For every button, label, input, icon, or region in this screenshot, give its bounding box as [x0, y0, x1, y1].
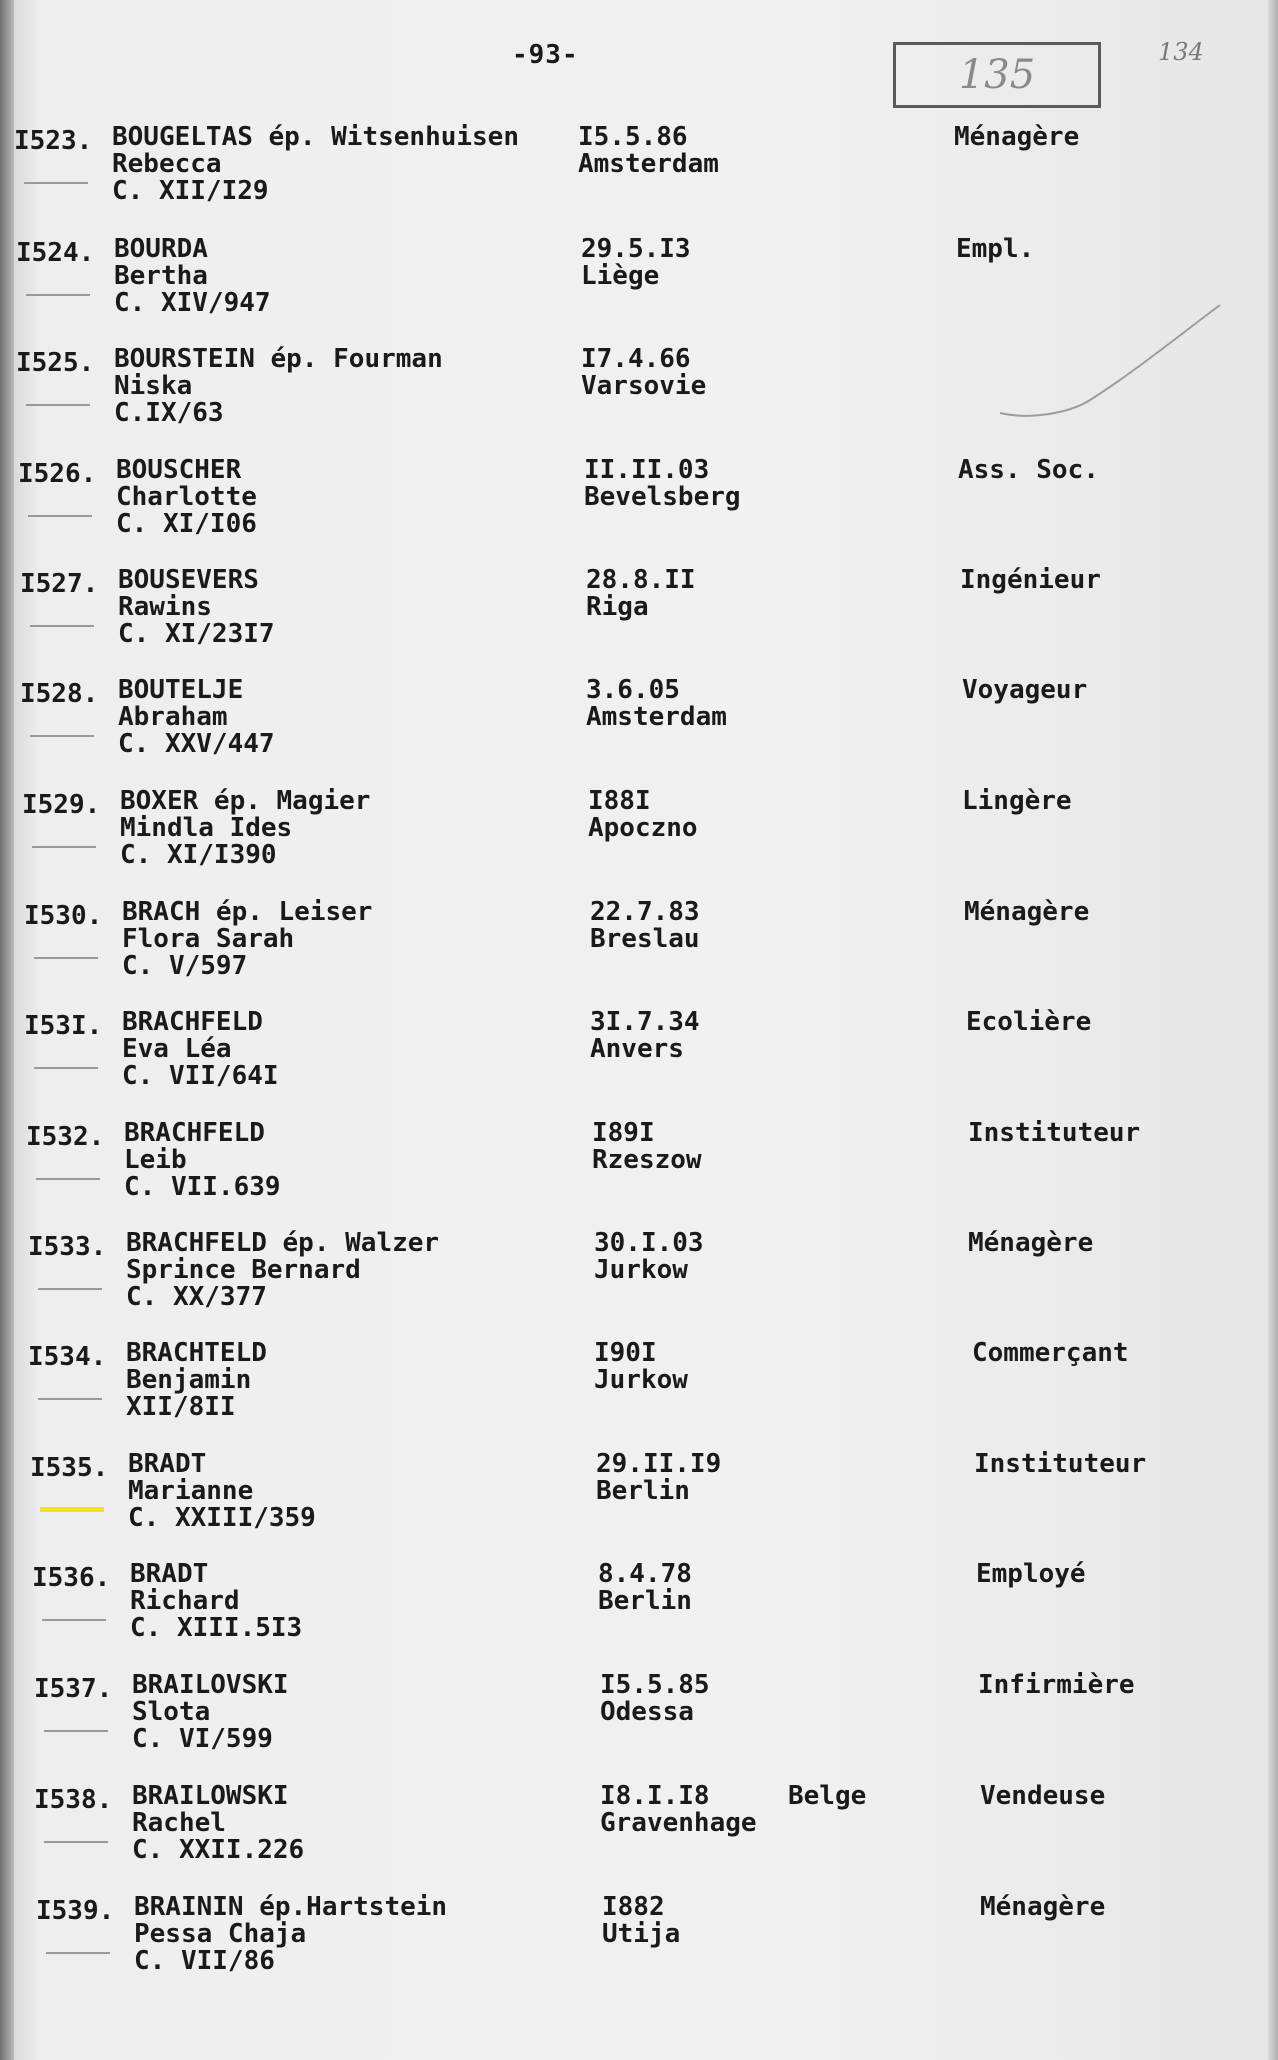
entry-reference: XII/8II	[126, 1392, 236, 1422]
entry-birth-column	[581, 346, 706, 400]
entry-name-column	[118, 567, 275, 648]
entry-reference: C. XXII.226	[132, 1835, 305, 1865]
entry-occupation: Ecolière	[966, 1007, 1092, 1037]
entry-birth-date: 3I.7.34	[590, 1007, 700, 1037]
entry-occupation: Instituteur	[974, 1449, 1147, 1479]
entry-birth-date: I90I	[594, 1338, 657, 1368]
entry-name-column	[124, 1120, 281, 1201]
entry-occupation: Ass. Soc.	[958, 455, 1099, 485]
entry-surname: BRADT	[130, 1559, 209, 1589]
list-item	[18, 457, 1258, 553]
entry-birth-date: 29.5.I3	[581, 234, 691, 264]
list-item	[14, 124, 1254, 220]
entry-occupation: Instituteur	[968, 1118, 1141, 1148]
entry-name-column	[128, 1451, 316, 1532]
entry-firstname: Eva Léa	[122, 1034, 232, 1064]
entry-firstname: Benjamin	[126, 1365, 252, 1395]
entry-name-column	[116, 457, 257, 538]
entry-reference: C. VII/86	[134, 1946, 275, 1976]
entry-number: I525.	[16, 348, 95, 378]
entry-number: I538.	[34, 1785, 113, 1815]
entry-number: I529.	[22, 790, 101, 820]
entry-birth-column	[596, 1451, 721, 1505]
entry-occupation: Ménagère	[968, 1228, 1094, 1258]
entry-birth-place: Rzeszow	[592, 1145, 702, 1175]
list-item	[16, 346, 1256, 442]
entry-surname: BRACHTELD	[126, 1338, 267, 1368]
entry-underline	[38, 1288, 102, 1290]
entry-reference: C. XXIII/359	[128, 1503, 316, 1533]
entry-surname: BRACHFELD ép. Walzer	[126, 1228, 440, 1258]
entry-birth-place: Jurkow	[594, 1255, 688, 1285]
entry-birth-place: Odessa	[600, 1697, 694, 1727]
stamp-number: 135	[958, 52, 1036, 98]
entry-birth-place: Apoczno	[588, 813, 698, 843]
entry-birth-date: 8.4.78	[598, 1559, 692, 1589]
entry-birth-place: Jurkow	[594, 1365, 688, 1395]
entry-reference: C. XI/23I7	[118, 619, 275, 649]
entry-reference: C. V/597	[122, 951, 248, 981]
entry-underline	[34, 957, 98, 959]
entry-birth-place: Berlin	[596, 1476, 690, 1506]
entry-birth-date: 28.8.II	[586, 565, 696, 595]
entry-birth-place: Anvers	[590, 1034, 684, 1064]
entry-birth-column	[581, 236, 691, 290]
entry-birth-date: I88I	[588, 786, 651, 816]
entry-birth-column	[588, 788, 698, 842]
entry-surname: BOUTELJE	[118, 675, 244, 705]
entry-name-column	[112, 124, 519, 205]
entry-number: I530.	[24, 901, 103, 931]
entry-reference: C. XII/I29	[112, 176, 269, 206]
entry-name-column	[130, 1561, 302, 1642]
entry-firstname: Niska	[114, 371, 193, 401]
entry-surname: BRADT	[128, 1449, 207, 1479]
entry-underline	[44, 1730, 108, 1732]
entry-birth-place: Riga	[586, 592, 649, 622]
entry-number: I526.	[18, 459, 97, 489]
entry-occupation: Infirmière	[978, 1670, 1135, 1700]
entry-number: I523.	[14, 126, 93, 156]
entry-name-column	[114, 346, 443, 427]
entry-surname: BOUSCHER	[116, 455, 242, 485]
entry-underline	[30, 625, 94, 627]
entry-occupation: Employé	[976, 1559, 1086, 1589]
entry-birth-column	[586, 677, 727, 731]
entry-surname: BOXER ép. Magier	[120, 786, 371, 816]
entry-firstname: Slota	[132, 1697, 211, 1727]
entry-birth-date: I5.5.85	[600, 1670, 710, 1700]
entry-surname: BRAININ ép.Hartstein	[134, 1892, 448, 1922]
entry-surname: BRACHFELD	[122, 1007, 263, 1037]
entry-name-column	[122, 899, 372, 980]
entry-underline	[34, 1067, 98, 1069]
entry-reference: C. XIII.5I3	[130, 1613, 303, 1643]
entry-name-column	[120, 788, 370, 869]
entry-occupation: Ménagère	[954, 122, 1080, 152]
entry-birth-column	[584, 457, 741, 511]
entry-birth-date: I882	[602, 1892, 665, 1922]
entry-firstname: Rachel	[132, 1808, 226, 1838]
list-item	[16, 236, 1256, 332]
entry-underline	[38, 1398, 102, 1400]
entry-name-column	[118, 677, 275, 758]
entry-firstname: Abraham	[118, 702, 228, 732]
entry-underline	[26, 294, 90, 296]
entry-birth-date: I89I	[592, 1118, 655, 1148]
list-item	[36, 1894, 1276, 1990]
entry-name-column	[132, 1783, 304, 1864]
entry-number: I539.	[36, 1896, 115, 1926]
page-binding-shadow	[0, 0, 14, 2060]
list-item	[26, 1120, 1266, 1216]
list-item	[22, 788, 1262, 884]
entry-surname: BRACHFELD	[124, 1118, 265, 1148]
entry-name-column	[126, 1230, 439, 1311]
entry-occupation: Voyageur	[962, 675, 1088, 705]
entry-number: I535.	[30, 1453, 109, 1483]
entry-firstname: Pessa Chaja	[134, 1919, 307, 1949]
entry-number: I537.	[34, 1674, 113, 1704]
entry-underline	[42, 1619, 106, 1621]
entry-surname: BOUSEVERS	[118, 565, 259, 595]
entry-birth-column	[594, 1340, 688, 1394]
entry-number: I534.	[28, 1342, 107, 1372]
entry-highlight-mark	[40, 1507, 104, 1512]
entry-occupation: Commerçant	[972, 1338, 1129, 1368]
entry-birth-place: Bevelsberg	[584, 482, 741, 512]
entry-surname: BRAILOVSKI	[132, 1670, 289, 1700]
entry-nationality: Belge	[788, 1781, 867, 1811]
entry-birth-place: Amsterdam	[586, 702, 727, 732]
entry-birth-column	[578, 124, 719, 178]
entry-birth-date: I7.4.66	[581, 344, 691, 374]
entry-birth-date: 22.7.83	[590, 897, 700, 927]
entry-birth-place: Utija	[602, 1919, 681, 1949]
entry-birth-place: Liège	[581, 261, 660, 291]
entry-birth-column	[592, 1120, 702, 1174]
entry-name-column	[122, 1009, 279, 1090]
entry-underline	[44, 1841, 108, 1843]
entry-name-column	[126, 1340, 267, 1421]
entry-number: I53I.	[24, 1011, 103, 1041]
entry-birth-place: Gravenhage	[600, 1808, 757, 1838]
entry-birth-date: 3.6.05	[586, 675, 680, 705]
list-item	[20, 677, 1260, 773]
entry-firstname: Flora Sarah	[122, 924, 295, 954]
entry-firstname: Rebecca	[112, 149, 222, 179]
entry-occupation: Ménagère	[964, 897, 1090, 927]
entry-birth-column	[594, 1230, 704, 1284]
entry-reference: C.IX/63	[114, 398, 224, 428]
entry-firstname: Sprince Bernard	[126, 1255, 361, 1285]
entry-number: I533.	[28, 1232, 107, 1262]
entry-reference: C. XI/I06	[116, 509, 257, 539]
list-item	[28, 1340, 1268, 1436]
entry-number: I524.	[16, 238, 95, 268]
entry-underline	[24, 182, 88, 184]
entry-birth-date: II.II.03	[584, 455, 710, 485]
entry-birth-date: I8.I.I8	[600, 1781, 710, 1811]
entry-underline	[28, 515, 92, 517]
corner-page-number: 134	[1158, 38, 1204, 66]
entry-surname: BOUGELTAS ép. Witsenhuisen	[112, 122, 519, 152]
entry-underline	[30, 735, 94, 737]
page-number: -93-	[512, 40, 579, 70]
entry-name-column	[132, 1672, 289, 1753]
list-item	[24, 1009, 1264, 1105]
entry-firstname: Richard	[130, 1586, 240, 1616]
entry-firstname: Charlotte	[116, 482, 257, 512]
list-item	[34, 1783, 1274, 1879]
entry-underline	[26, 404, 90, 406]
entry-occupation: Ménagère	[980, 1892, 1106, 1922]
entry-birth-date: I5.5.86	[578, 122, 688, 152]
entry-firstname: Marianne	[128, 1476, 254, 1506]
entry-firstname: Mindla Ides	[120, 813, 293, 843]
entry-name-column	[114, 236, 271, 317]
entry-birth-date: 30.I.03	[594, 1228, 704, 1258]
list-item	[28, 1230, 1268, 1326]
entry-number: I528.	[20, 679, 99, 709]
entry-reference: C. VI/599	[132, 1724, 273, 1754]
entry-surname: BRACH ép. Leiser	[122, 897, 373, 927]
entry-birth-place: Berlin	[598, 1586, 692, 1616]
list-item	[34, 1672, 1274, 1768]
list-item	[24, 899, 1264, 995]
entry-reference: C. XIV/947	[114, 288, 271, 318]
entry-occupation: Lingère	[962, 786, 1072, 816]
entry-reference: C. XX/377	[126, 1282, 267, 1312]
entry-birth-place: Varsovie	[581, 371, 707, 401]
entry-birth-column	[590, 899, 700, 953]
list-item	[30, 1451, 1270, 1547]
entry-reference: C. XI/I390	[120, 840, 277, 870]
entry-occupation: Empl.	[956, 234, 1035, 264]
entry-birth-column	[602, 1894, 680, 1948]
entry-occupation: Vendeuse	[980, 1781, 1106, 1811]
entry-birth-column	[598, 1561, 692, 1615]
entry-firstname: Bertha	[114, 261, 208, 291]
entry-occupation: Ingénieur	[960, 565, 1101, 595]
entry-number: I527.	[20, 569, 99, 599]
entry-surname: BOURDA	[114, 234, 208, 264]
entry-number: I536.	[32, 1563, 111, 1593]
entry-name-column	[134, 1894, 447, 1975]
entry-birth-column	[600, 1783, 757, 1837]
list-item	[20, 567, 1260, 663]
stamp-box	[893, 42, 1101, 108]
entry-underline	[46, 1952, 110, 1954]
entry-firstname: Leib	[124, 1145, 187, 1175]
entry-reference: C. VII/64I	[122, 1061, 279, 1091]
entry-birth-column	[600, 1672, 710, 1726]
entry-underline	[36, 1178, 100, 1180]
entry-firstname: Rawins	[118, 592, 212, 622]
entry-surname: BOURSTEIN ép. Fourman	[114, 344, 443, 374]
entry-number: I532.	[26, 1122, 105, 1152]
entry-underline	[32, 846, 96, 848]
entry-surname: BRAILOWSKI	[132, 1781, 289, 1811]
entry-birth-place: Amsterdam	[578, 149, 719, 179]
entry-birth-place: Breslau	[590, 924, 700, 954]
entry-reference: C. VII.639	[124, 1172, 281, 1202]
list-item	[32, 1561, 1272, 1657]
entry-birth-column	[586, 567, 696, 621]
entry-reference: C. XXV/447	[118, 729, 275, 759]
entry-birth-column	[590, 1009, 700, 1063]
entry-birth-date: 29.II.I9	[596, 1449, 722, 1479]
